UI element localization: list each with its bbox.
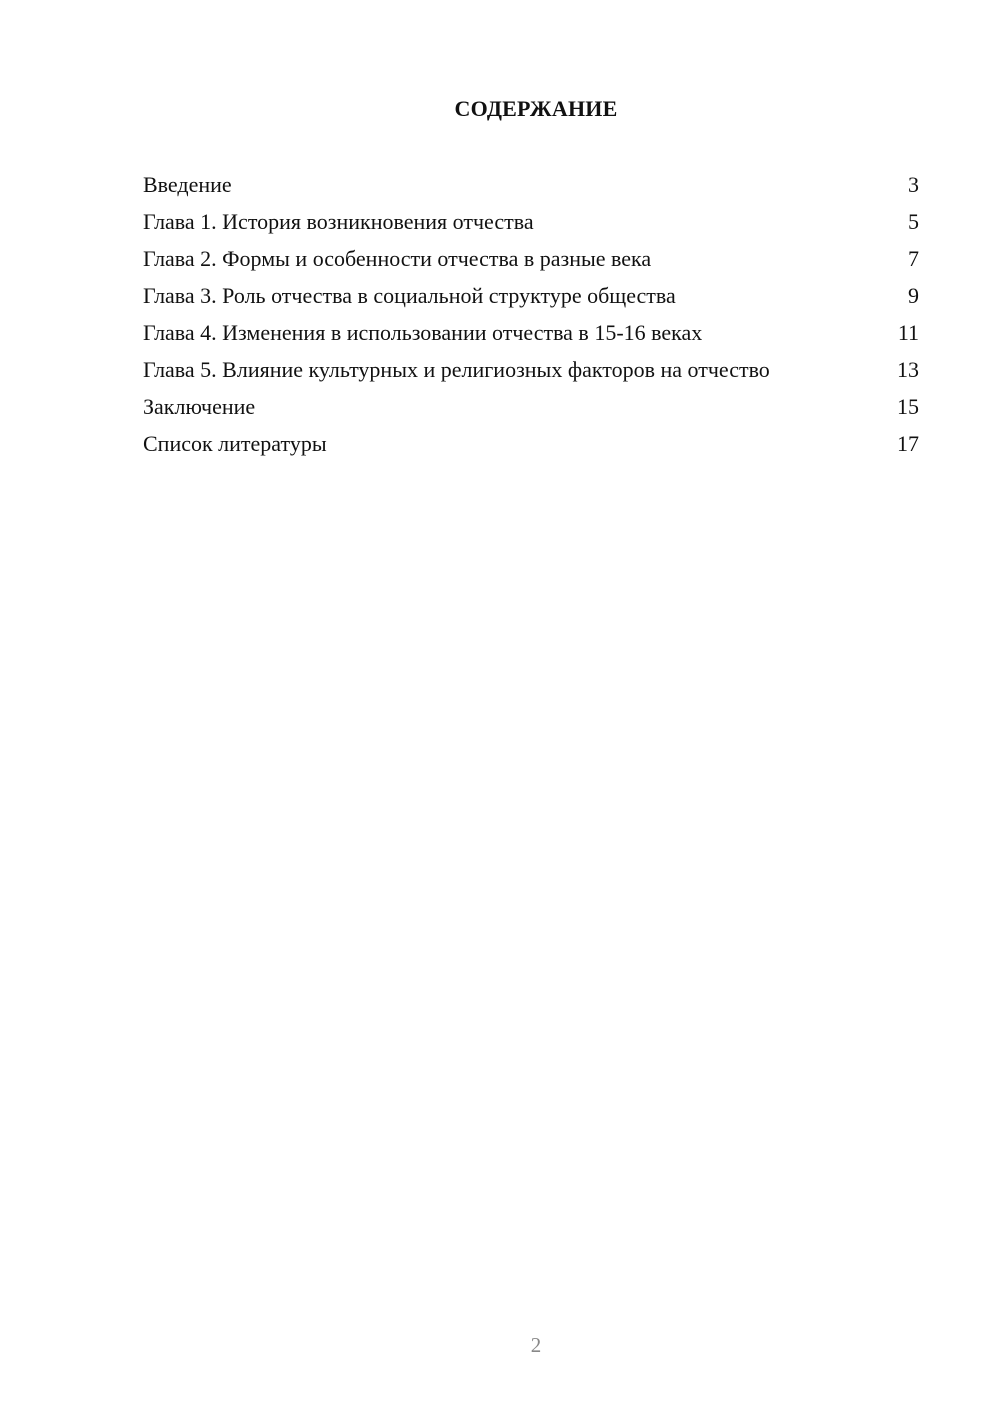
toc-item-text: Глава 1. История возникновения отчества [143,209,534,234]
toc-item-text: Глава 2. Формы и особенности отчества в разные века [143,246,652,271]
toc-item-text: Заключение [143,394,256,419]
toc-item-text: Введение [143,172,232,197]
toc-item-page: 11 [897,320,919,345]
toc-item-page: 7 [908,246,919,271]
toc-item-chapter-5[interactable] [143,355,919,384]
toc-item-chapter-2[interactable] [143,244,919,273]
toc-item-page: 15 [897,394,919,419]
toc-item-page: 9 [908,283,919,308]
toc-item-text: Глава 3. Роль отчества в социальной структуре общества [143,283,676,308]
toc-item-text: Список литературы [143,431,327,456]
page-number: 2 [530,1333,542,1357]
toc-title: СОДЕРЖАНИЕ [454,96,618,121]
toc-list [143,170,919,466]
toc-item-page: 3 [908,172,919,197]
toc-item-chapter-3[interactable] [143,281,919,310]
toc-item-chapter-4[interactable] [143,318,919,347]
toc-item-page: 13 [897,357,919,382]
toc-item-conclusion[interactable] [143,392,919,421]
toc-item-page: 17 [897,431,919,456]
toc-item-chapter-1[interactable] [143,207,919,236]
toc-item-references[interactable] [143,429,919,458]
toc-item-page: 5 [908,209,919,234]
toc-item-text: Глава 5. Влияние культурных и религиозных факторов на отчество [143,357,770,382]
toc-item-introduction[interactable] [143,170,919,199]
toc-item-text: Глава 4. Изменения в использовании отчества в 15-16 веках [143,320,703,345]
